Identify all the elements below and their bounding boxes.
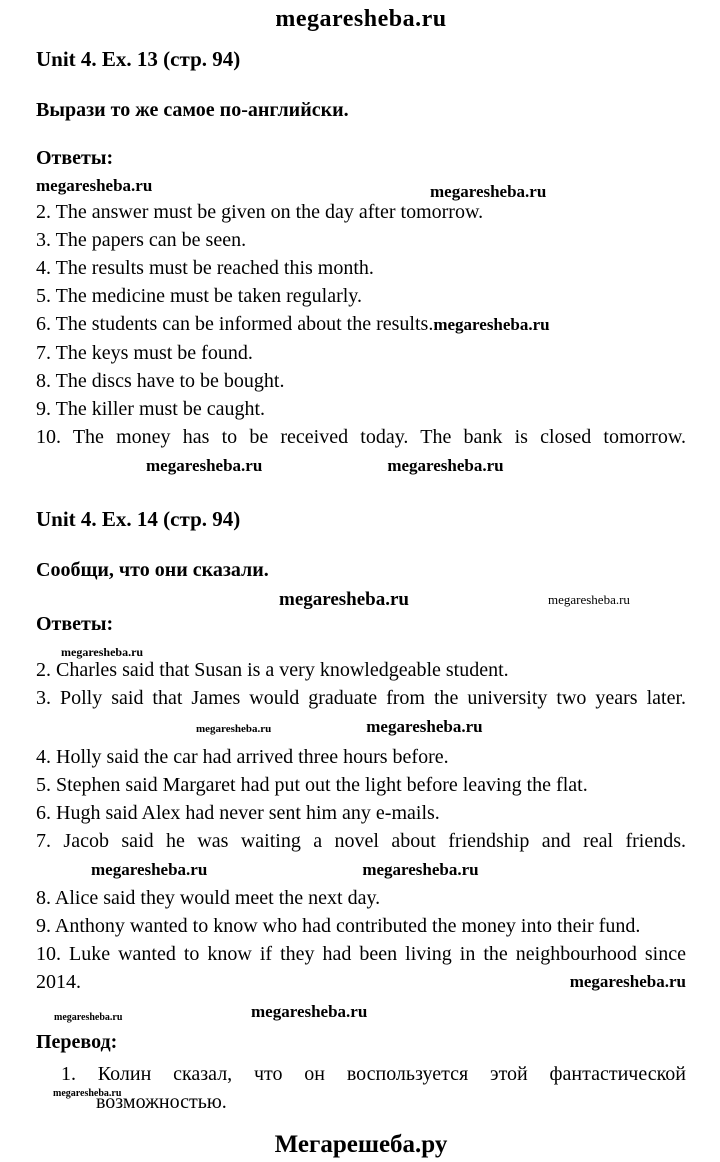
answer-text: 6. The students can be informed about the results. <box>36 313 434 335</box>
answer-item <box>36 799 686 827</box>
exercise-14-section <box>36 506 686 1023</box>
watermark-row <box>36 172 686 201</box>
watermark: megaresheba.ru <box>430 182 547 201</box>
watermark-header: megaresheba.ru <box>275 6 447 32</box>
answer-item <box>36 423 686 480</box>
answer-item <box>36 367 686 395</box>
exercise-13-section <box>36 46 686 480</box>
answer-item <box>36 282 686 310</box>
answer-text: 4. Holly said the car had arrived three hours before. <box>36 746 449 768</box>
answer-text: 8. Alice said they would meet the next day. <box>36 887 381 909</box>
answer-item <box>36 743 686 771</box>
exercise-13-task: Вырази то же самое по-английски. <box>36 99 349 121</box>
watermark-row <box>36 586 686 610</box>
answer-text: 5. The medicine must be taken regularly. <box>36 285 363 307</box>
answer-text: 3. Polly said that James would graduate from the university two years later. <box>36 687 686 709</box>
watermark-row <box>36 996 686 1023</box>
watermark: megaresheba.ru <box>36 176 153 195</box>
answer-item <box>36 310 686 339</box>
watermark: megaresheba.ru <box>279 589 409 610</box>
watermark: megaresheba.ru <box>362 860 479 879</box>
answer-item <box>36 254 686 282</box>
answer-item <box>36 395 686 423</box>
answer-item <box>36 827 686 884</box>
watermark: megaresheba.ru <box>196 723 272 735</box>
watermark: megaresheba.ru <box>548 592 630 607</box>
watermark: megaresheba.ru <box>91 860 208 879</box>
exercise-13-heading: Unit 4. Ex. 13 (стр. 94) <box>36 47 241 71</box>
answer-text: 2. Charles said that Susan is a very knowledgeable student. <box>36 659 509 681</box>
answer-text: 6. Hugh said Alex had never sent him any e-mails. <box>36 802 440 824</box>
answer-item <box>36 226 686 254</box>
answer-item <box>36 940 686 996</box>
watermark: megaresheba.ru <box>569 972 686 991</box>
answers-label: Ответы: <box>36 147 114 169</box>
translation-item <box>53 1060 686 1116</box>
exercise-14-task: Сообщи, что они сказали. <box>36 559 269 581</box>
watermark: megaresheba.ru <box>251 1002 368 1021</box>
watermark: megaresheba.ru <box>387 456 504 475</box>
answer-text: 7. The keys must be found. <box>36 342 253 364</box>
watermark: megaresheba.ru <box>433 315 550 334</box>
answer-text: 9. Anthony wanted to know who had contributed the money into their fund. <box>36 915 641 937</box>
answer-text: 10. Luke wanted to know if they had been living in the neighbourhood since 2014. <box>36 943 686 993</box>
answer-item <box>36 771 686 799</box>
answer-text: 5. Stephen said Margaret had put out the light before leaving the flat. <box>36 774 588 796</box>
answer-text: 4. The results must be reached this month. <box>36 257 374 279</box>
answer-item <box>36 339 686 367</box>
exercise-14-heading: Unit 4. Ex. 14 (стр. 94) <box>36 507 241 531</box>
watermark: megaresheba.ru <box>54 1012 123 1023</box>
answer-text: 9. The killer must be caught. <box>36 398 266 420</box>
answer-item <box>36 884 686 912</box>
site-title-footer: Мегарешеба.ру <box>274 1131 448 1158</box>
watermark: megaresheba.ru <box>53 1088 122 1099</box>
answer-text: 2. The answer must be given on the day after tomorrow. <box>36 201 484 223</box>
answer-item <box>36 684 686 743</box>
watermark: megaresheba.ru <box>146 456 263 475</box>
answer-text: 7. Jacob said he was waiting a novel about friendship and real friends. <box>36 830 686 852</box>
answer-text: 3. The papers can be seen. <box>36 229 247 251</box>
watermark-row <box>36 638 686 659</box>
answer-item <box>36 912 686 940</box>
watermark: megaresheba.ru <box>366 717 483 736</box>
translation-text: 1. Колин сказал, что он воспользуется этой фантастической возможностью. <box>61 1063 686 1113</box>
answer-text: 10. The money has to be received today. The bank is closed tomorrow. <box>36 426 686 448</box>
translation-section <box>36 1028 686 1116</box>
answer-text: 8. The discs have to be bought. <box>36 370 285 392</box>
answers-label: Ответы: <box>36 613 114 635</box>
watermark: megaresheba.ru <box>61 645 144 659</box>
translation-label: Перевод: <box>36 1031 118 1053</box>
answer-item <box>36 198 686 226</box>
